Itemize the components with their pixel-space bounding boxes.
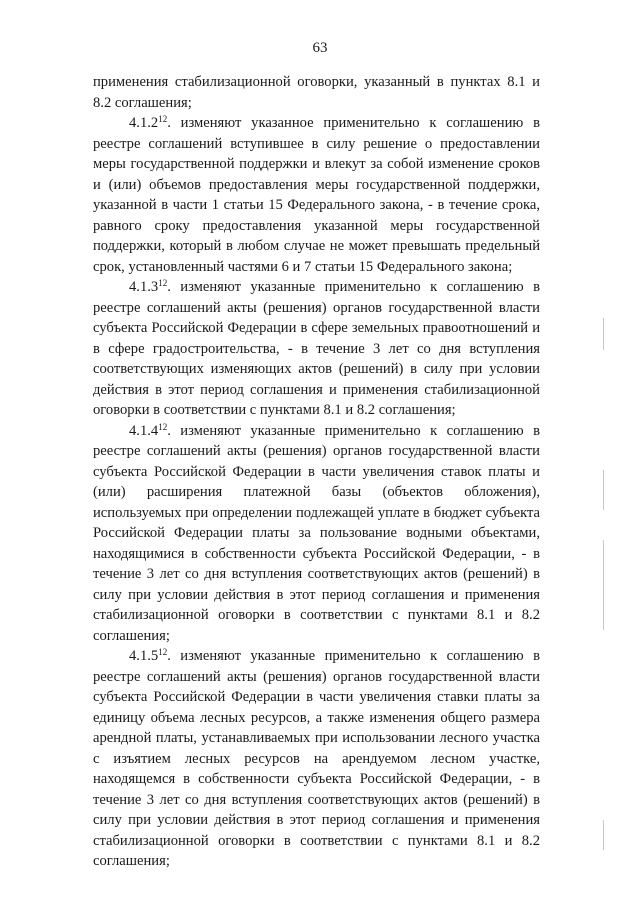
paragraph-text: применения стабилизационной оговорки, указанный в пунктах 8.1 и 8.2 соглашения; (93, 74, 540, 111)
scan-mark (603, 540, 604, 630)
paragraph-text: . изменяют указанные применительно к соглашению в реестре соглашений акты (решения) органов государственной власти субъекта Российской Федерации в части увеличения ставок платы и (или) расширения платежной базы (объектов обложения), используемых при определении подлежащей уплате в бюджет субъекта Российской Федерации платы за пользование водными объектами, находящимися в собственности субъекта Российской Федерации, - в течение 3 лет со дня вступления соответствующих актов (решений) в силу при условии действия в этот период соглашения и применения стабилизационной оговорки в соответствии с пунктами 8.1 и 8.2 соглашения; (93, 422, 540, 644)
clause-number: 4.1.3$^{12}$ (129, 278, 168, 295)
clause-number: 4.1.4$^{12}$ (129, 421, 168, 439)
paragraph-4-1-3 (93, 277, 540, 421)
paragraph-4-1-2 (93, 113, 540, 277)
paragraph-text: . изменяют указанные применительно к соглашению в реестре соглашений акты (решения) органов государственной власти субъекта Российской Федерации в сфере земельных правоотношений и в сфере градостроительства, - в течение 3 лет со дня вступления соответствующих изменяющих актов (решений) в силу при условии действия в этот период соглашения и применения стабилизационной оговорки в соответствии с пунктами 8.1 и 8.2 соглашения; (93, 279, 540, 418)
paragraph-text: . изменяют указанное применительно к соглашению в реестре соглашений вступившее в силу решение о предоставлении меры государственной поддержки и влекут за собой изменение сроков и (или) объемов предоставления меры государственной поддержки, указанной в части 1 статьи 15 Федерального закона, - в течение срока, равного сроку предоставления указанной меры государственной поддержки, который в любом случае не может превышать предельный срок, установленный частями 6 и 7 статьи 15 Федерального закона; (93, 115, 540, 275)
scan-mark (603, 470, 604, 510)
scan-mark (603, 820, 604, 850)
document-body (93, 72, 540, 872)
paragraph-4-1-5 (93, 646, 540, 872)
clause-number: 4.1.5$^{12}$ (129, 647, 168, 664)
clause-number: 4.1.2$^{12}$ (129, 114, 168, 131)
paragraph-4-1-4 (93, 421, 540, 647)
paragraph-continuation (93, 72, 540, 113)
scan-mark (603, 318, 604, 350)
paragraph-text: . изменяют указанные применительно к соглашению в реестре соглашений акты (решения) органов государственной власти субъекта Российской Федерации в части увеличения ставки платы за единицу объема лесных ресурсов, а также изменения общего размера арендной платы, устанавливаемых при использовании лесного участка с изъятием лесных ресурсов на арендуемом лесном участке, находящемся в собственности субъекта Российской Федерации, - в течение 3 лет со дня вступления соответствующих актов (решений) в силу при условии действия в этот период соглашения и применения стабилизационной оговорки в соответствии с пунктами 8.1 и 8.2 соглашения; (93, 648, 540, 869)
page-number: 63 (312, 40, 328, 56)
